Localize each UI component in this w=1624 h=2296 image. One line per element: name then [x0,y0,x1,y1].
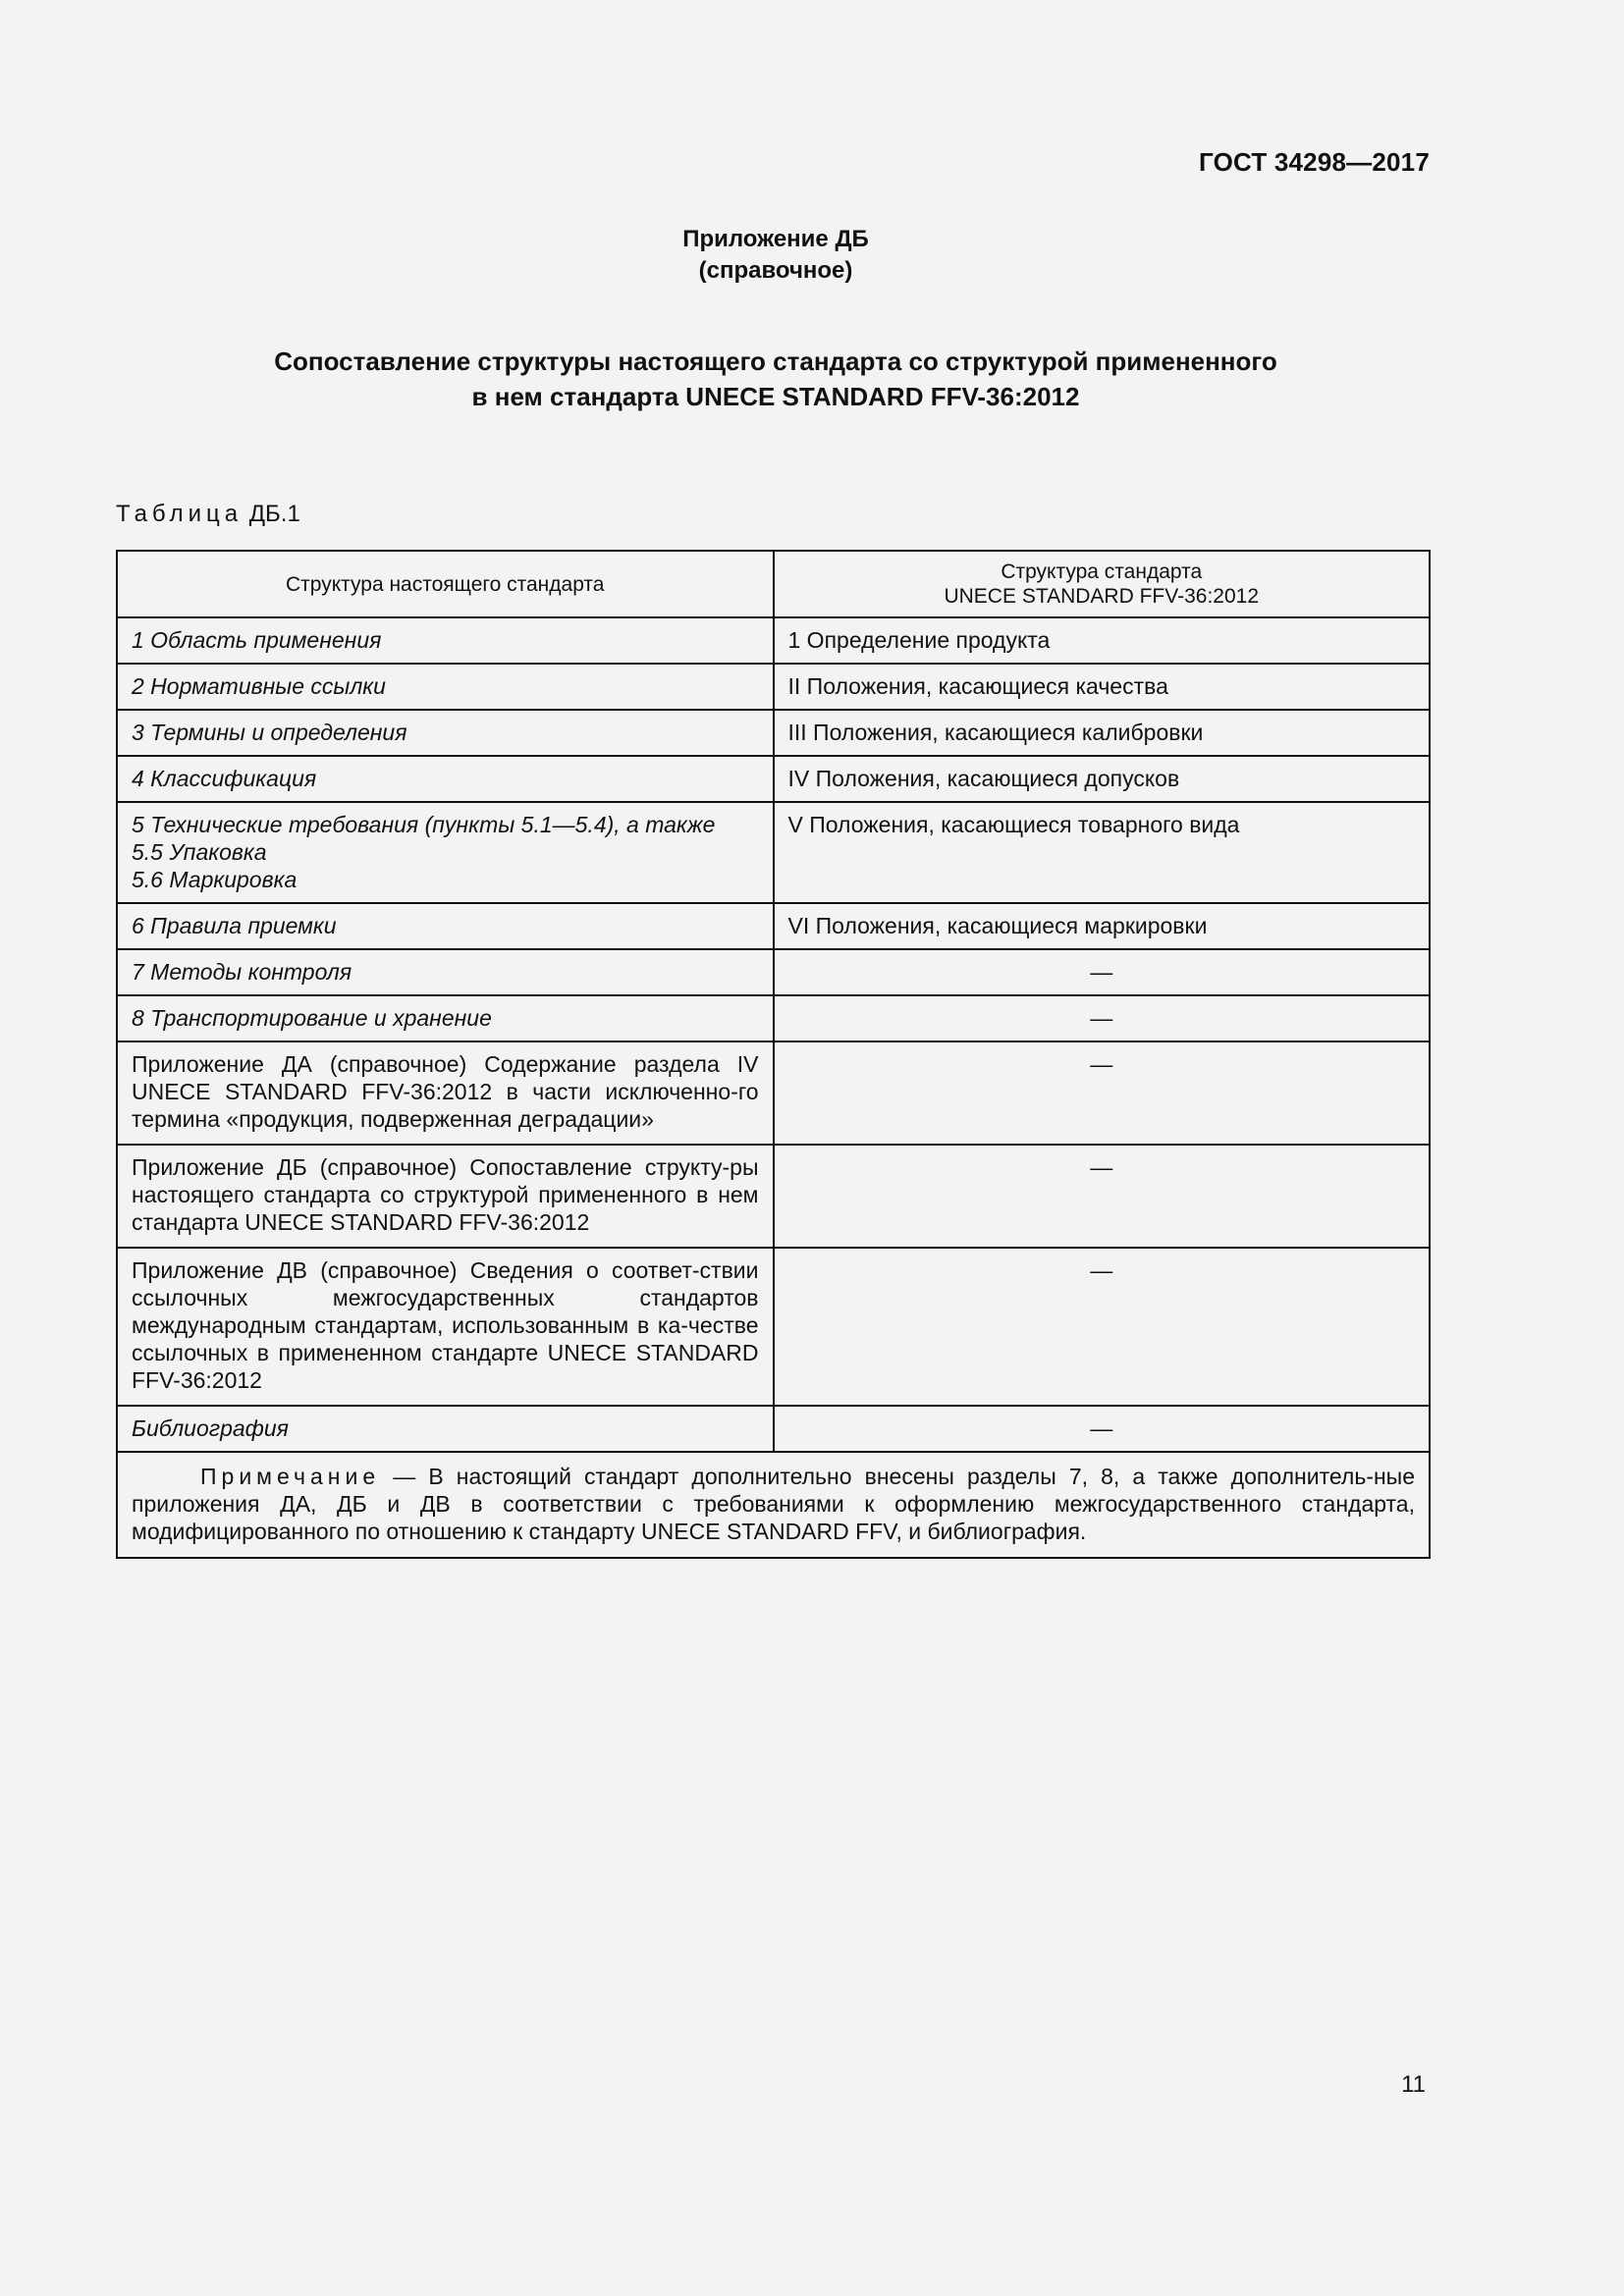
row-left-cell: Приложение ДВ (справочное) Сведения о соответ-ствии ссылочных межгосударственных стандартов международным стандартам, использованным в ка-честве ссылочных в примененном стандарте UNECE STANDARD FFV-36:2012 [117,1248,774,1406]
header-this-standard: Структура настоящего стандарта [117,551,774,617]
document-title [0,344,1551,414]
table-row [117,1248,1430,1406]
table-row [117,802,1430,903]
table-caption-label: Таблица [116,501,244,527]
table-row [117,710,1430,756]
row-right-cell-empty-dash: — [774,995,1431,1041]
row-left-cell: Библиография [117,1406,774,1452]
row-left-cell: 1 Область применения [117,617,774,664]
page-number: 11 [1401,2071,1426,2098]
table-row [117,903,1430,949]
table-header-row [117,551,1430,617]
header-unece-line-1: Структура стандарта [1001,561,1203,583]
table-note-text: — В настоящий стандарт дополнительно внесены разделы 7, 8, а также дополнитель-ные приложения ДА, ДБ и ДВ в соответствии с требованиями к оформлению межгосударственного стандарта, модифицированного по отношению к стандарту UNECE STANDARD FFV, и библиография. [132,1464,1415,1544]
row-right-cell: II Положения, касающиеся качества [774,664,1431,710]
row-left-cell: 6 Правила приемки [117,903,774,949]
table-note-label: Примечание [200,1464,381,1489]
table-row [117,617,1430,664]
table-row [117,664,1430,710]
row-left-line: 5.5 Упаковка [132,839,267,865]
table-note-row [117,1452,1430,1558]
appendix-heading [0,224,1551,287]
row-left-cell: Приложение ДБ (справочное) Сопоставление структу-ры настоящего стандарта со структурой примененного в нем стандарта UNECE STANDARD FFV-36:2012 [117,1145,774,1248]
row-right-cell-empty-dash: — [774,1248,1431,1406]
row-right-cell-empty-dash: — [774,949,1431,995]
table-row [117,949,1430,995]
row-left-cell: 8 Транспортирование и хранение [117,995,774,1041]
header-unece-standard [774,551,1431,617]
row-left-cell: 2 Нормативные ссылки [117,664,774,710]
row-left-line: 5.6 Маркировка [132,867,298,892]
table-row [117,1145,1430,1248]
row-right-cell-empty-dash: — [774,1041,1431,1145]
row-right-cell-empty-dash: — [774,1406,1431,1452]
table-row [117,995,1430,1041]
table-caption [116,501,300,528]
document-title-line-2: в нем стандарта UNECE STANDARD FFV-36:2012 [471,382,1080,411]
table-row [117,1406,1430,1452]
row-left-cell: 7 Методы контроля [117,949,774,995]
row-left-cell: Приложение ДА (справочное) Содержание раздела IV UNECE STANDARD FFV-36:2012 в части исключенно-го термина «продукция, подверженная деградации» [117,1041,774,1145]
row-right-cell-empty-dash: — [774,1145,1431,1248]
document-code: ГОСТ 34298—2017 [1199,147,1430,177]
row-right-cell: VI Положения, касающиеся маркировки [774,903,1431,949]
row-right-cell: V Положения, касающиеся товарного вида [774,802,1431,903]
document-title-line-1: Сопоставление структуры настоящего стандарта со структурой примененного [274,347,1277,376]
row-left-cell: 4 Классификация [117,756,774,802]
row-right-cell: 1 Определение продукта [774,617,1431,664]
row-right-cell: IV Положения, касающиеся допусков [774,756,1431,802]
header-unece-line-2: UNECE STANDARD FFV-36:2012 [944,585,1260,608]
table-row [117,756,1430,802]
appendix-title: Приложение ДБ [682,226,869,252]
table-caption-number: ДБ.1 [248,501,300,527]
row-left-cell: 3 Термины и определения [117,710,774,756]
appendix-subtitle: (справочное) [698,257,853,284]
row-left-cell [117,802,774,903]
row-right-cell: III Положения, касающиеся калибровки [774,710,1431,756]
table-row [117,1041,1430,1145]
table-note [117,1452,1430,1558]
structure-comparison-table [116,550,1431,1559]
row-left-line: 5 Технические требования (пункты 5.1—5.4), а также [132,812,716,837]
